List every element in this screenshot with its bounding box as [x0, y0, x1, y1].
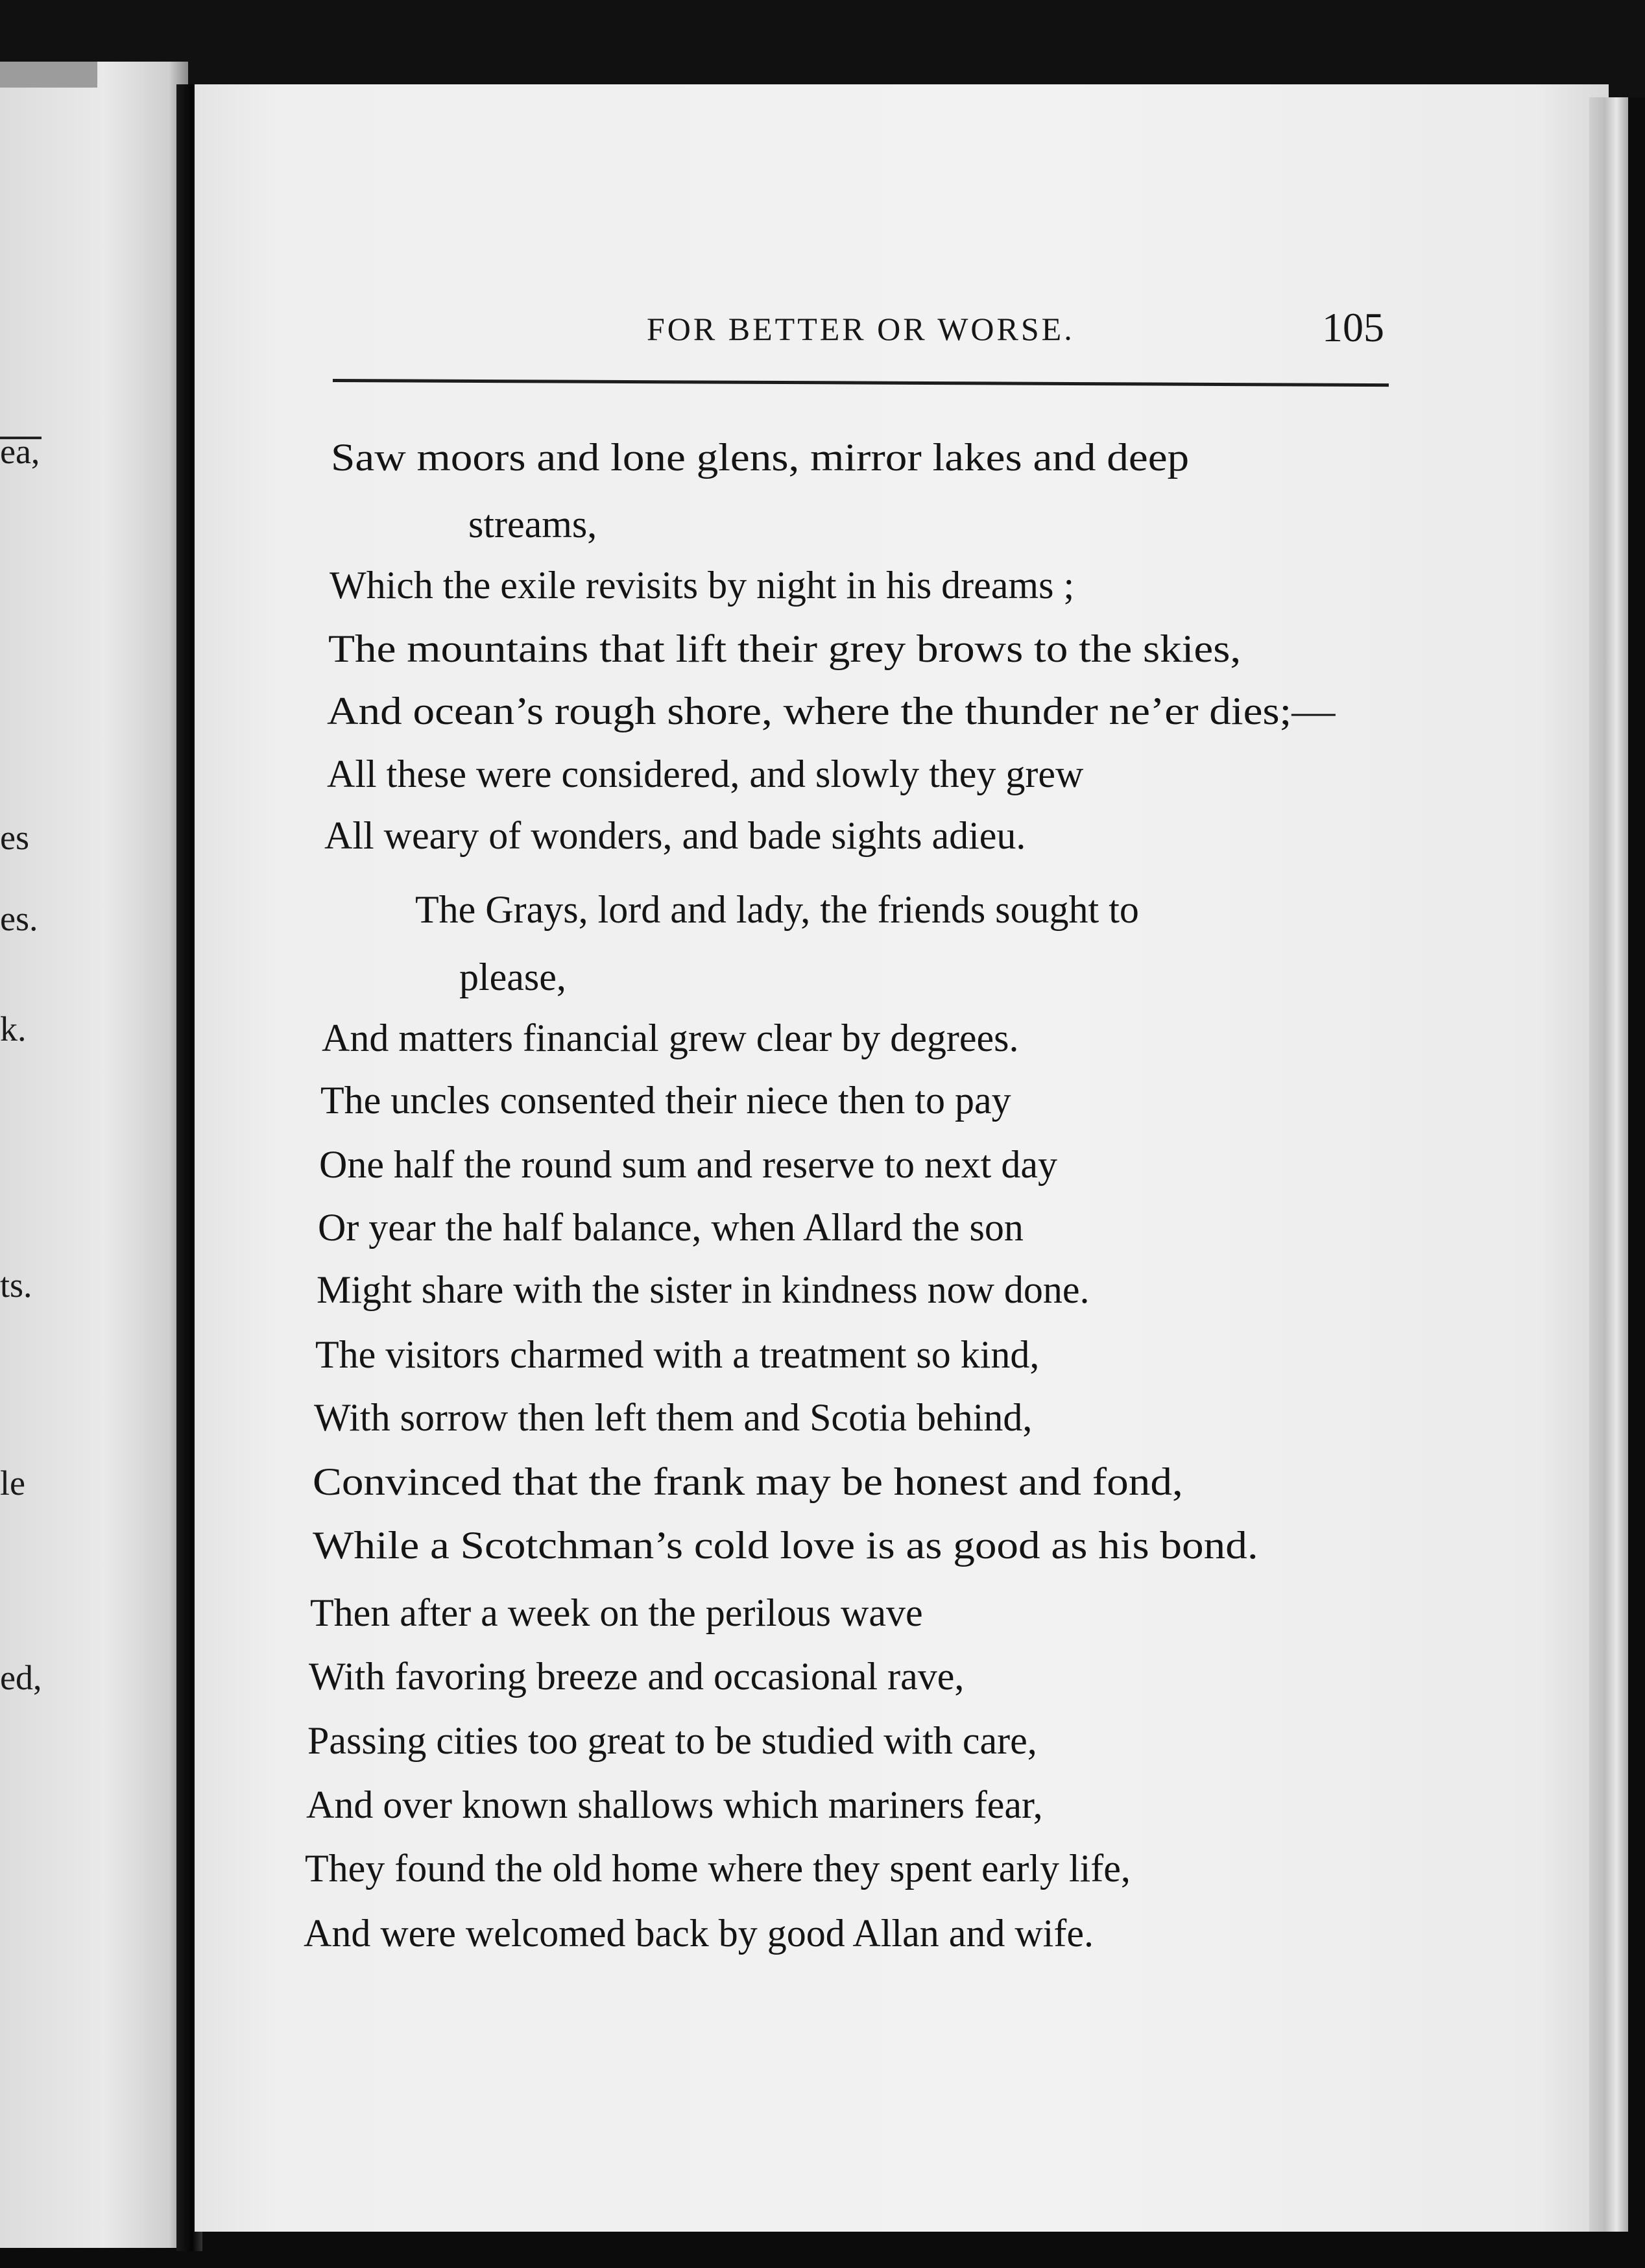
poem-line: streams,	[468, 503, 597, 546]
scan-top-border	[0, 0, 1645, 97]
poem-line: One half the round sum and reserve to next day	[319, 1143, 1057, 1186]
page-number: 105	[1322, 304, 1384, 350]
poem-line: Saw moors and lone glens, mirror lakes and deep	[331, 436, 1190, 479]
poem-line: And were welcomed back by good Allan and wife.	[304, 1912, 1094, 1955]
previous-page-tab	[0, 62, 97, 88]
poem-line: All these were considered, and slowly they grew	[327, 753, 1084, 795]
poem-line: All weary of wonders, and bade sights adieu.	[324, 814, 1026, 857]
poem-line: Might share with the sister in kindness now done.	[317, 1268, 1090, 1311]
running-head: FOR BETTER OR WORSE.	[647, 311, 1075, 347]
poem-line: The visitors charmed with a treatment so kind,	[315, 1333, 1040, 1376]
poem-line: While a Scotchman’s cold love is as good as his bond.	[313, 1524, 1258, 1567]
poem-line: Or year the half balance, when Allard the son	[318, 1206, 1024, 1249]
previous-page-edge	[0, 62, 188, 2248]
poem-line: With sorrow then left them and Scotia behind,	[314, 1396, 1033, 1439]
previous-page-fragment: le	[0, 1464, 25, 1502]
poem-line: The uncles consented their niece then to pay	[320, 1079, 1011, 1122]
poem-line: Passing cities too great to be studied with care,	[307, 1719, 1037, 1762]
poem-line: The Grays, lord and lady, the friends sought to	[415, 888, 1139, 931]
previous-page-fragment: es	[0, 818, 29, 857]
previous-page-fragment: es.	[0, 899, 38, 938]
poem-line: Convinced that the frank may be honest and fond,	[313, 1460, 1183, 1503]
poem-line: Then after a week on the perilous wave	[310, 1591, 923, 1634]
poem-line: And over known shallows which mariners fear,	[306, 1783, 1043, 1826]
poem-line: They found the old home where they spent early life,	[305, 1847, 1131, 1890]
poem-line: please,	[459, 956, 566, 998]
previous-page-fragment: ts.	[0, 1266, 32, 1305]
poem-line: With favoring breeze and occasional rave,	[309, 1655, 965, 1698]
poem-line: And ocean’s rough shore, where the thunder ne’er dies;—	[327, 690, 1336, 732]
previous-page-fragment: ed,	[0, 1658, 42, 1697]
page-edge	[1589, 97, 1628, 2232]
poem-line: And matters financial grew clear by degrees.	[322, 1017, 1019, 1059]
previous-page-fragment: ea,	[0, 432, 40, 471]
poem-line: Which the exile revisits by night in his dreams ;	[330, 564, 1075, 607]
previous-page-fragment: k.	[0, 1009, 27, 1048]
poem-line: The mountains that lift their grey brows to the skies,	[328, 627, 1242, 670]
